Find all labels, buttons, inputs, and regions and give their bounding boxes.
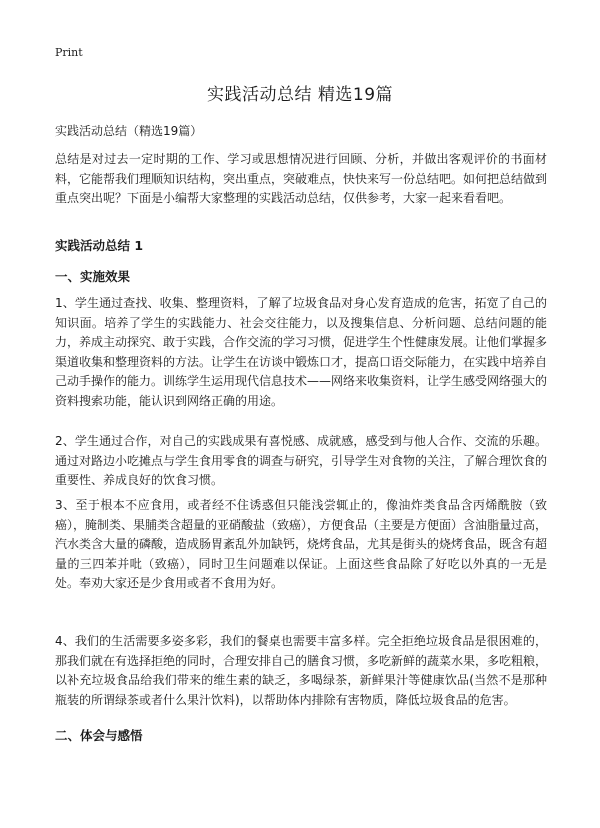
print-link[interactable]: Print [55,46,83,59]
body-paragraph: 2、学生通过合作，对自己的实践成果有喜悦感、成就感，感受到与他人合作、交流的乐趣。通过对路边小吃摊点与学生食用零食的调查与研究，引导学生对食物的关注，了解合理饮食的重要性、养成良好的饮食习惯。 [55,434,548,487]
section-heading-effects: 一、实施效果 [55,269,131,284]
body-paragraph: 1、学生通过查找、收集、整理资料，了解了垃圾食品对身心发育造成的危害，拓宽了自己的知识面。培养了学生的实践能力、社会交往能力，以及搜集信息、分析问题、总结问题的能力，养成主动探究、敢于实践，合作交流的学习习惯，促进学生个性健康发展。让他们掌握多渠道收集和整理资料的方法。让学生在访谈中锻炼口才，提高口语交际能力，在实践中培养自己动手操作的能力。训练学生运用现代信息技术——网络来收集资料，让学生感受网络强大的资料搜索功能，能认识到网络正确的用途。 [55,296,548,408]
body-paragraph: 4、我们的生活需要多姿多彩，我们的餐桌也需要丰富多样。完全拒绝垃圾食品是很困难的，那我们就在有选择拒绝的同时，合理安排自己的膳食习惯，多吃新鲜的蔬菜水果，多吃粗粮，以补充垃圾食品给我们带来的维生素的缺乏，多喝绿茶，新鲜果汁等健康饮品(当然不是那种瓶装的所谓绿茶或者什么果汁饮料)，以帮助体内排除有害物质，降低垃圾食品的危害。 [55,634,548,707]
document-subtitle: 实践活动总结（精选19篇） [55,124,203,138]
section-heading-reflections: 二、体会与感悟 [55,728,143,743]
page-title: 实践活动总结 精选19篇 [206,85,394,105]
intro-paragraph: 总结是对过去一定时期的工作、学习或思想情况进行回顾、分析，并做出客观评价的书面材料，它能帮我们理顺知识结构，突出重点，突破难点，快快来写一份总结吧。如何把总结做到重点突出呢？下面是小编帮大家整理的实践活动总结，仅供参考，大家一起来看看吧。 [55,152,548,205]
body-paragraph: 3、至于根本不应食用，或者经不住诱惑但只能浅尝辄止的，像油炸类食品含丙烯酰胺（致癌），腌制类、果脯类含超量的亚硝酸盐（致癌），方便食品（主要是方便面）含油脂量过高，汽水类含大量的磷酸，造成肠胃紊乱外加缺钙，烧烤食品，尤其是街头的烧烤食品，既含有超量的三四苯并吡（致癌），同时卫生问题难以保证。上面这些食品除了好吃以外真的一无是处。奉劝大家还是少食用或者不食用为好。 [55,498,548,590]
article-heading: 实践活动总结 1 [55,238,144,253]
